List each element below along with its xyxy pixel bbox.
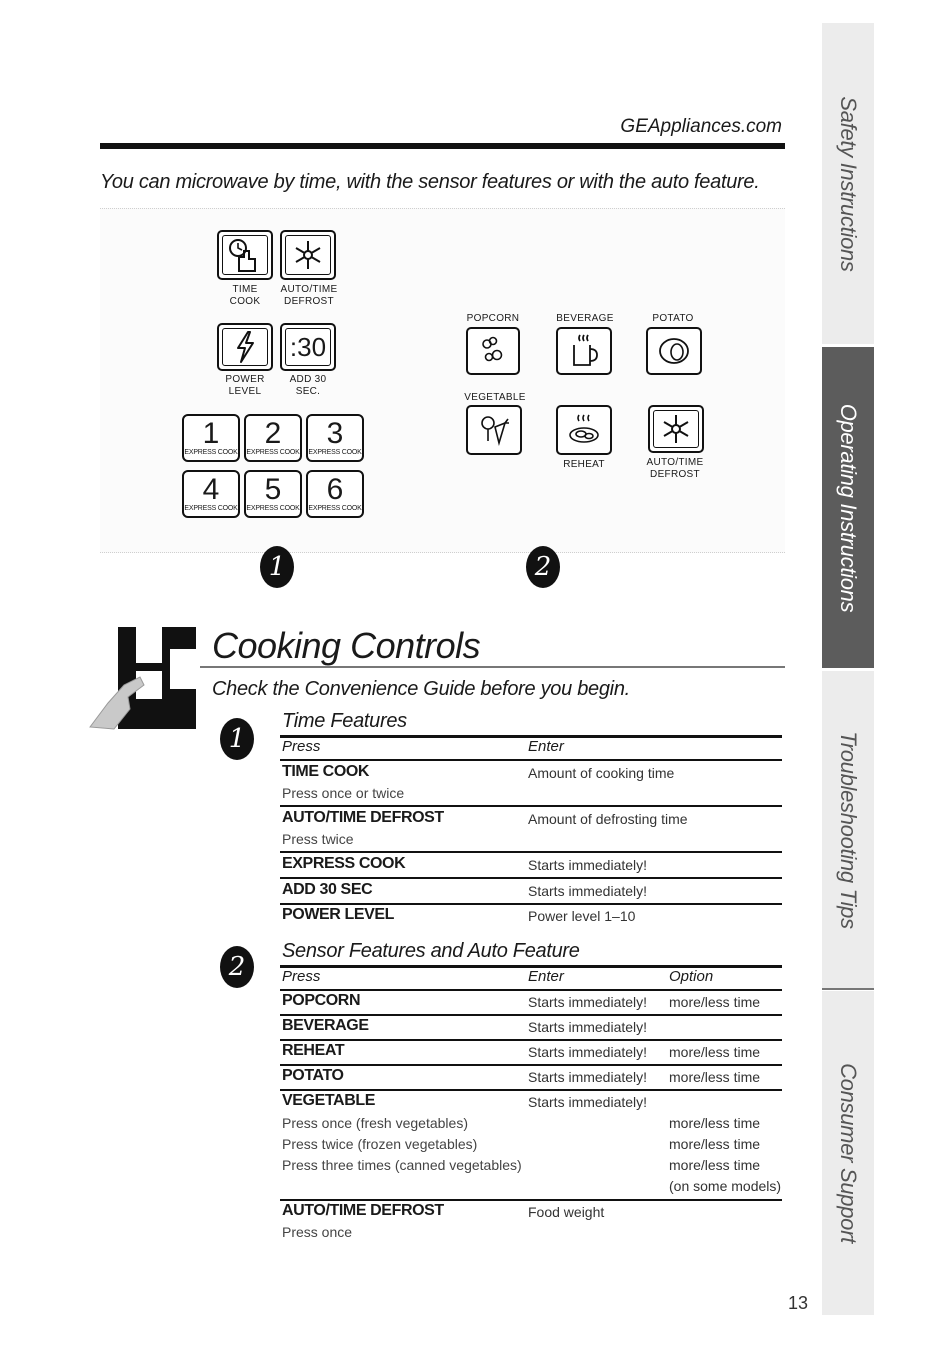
time-row-note: Press once or twice bbox=[282, 785, 405, 801]
potato-key bbox=[646, 327, 702, 375]
sensor-col-enter: Enter bbox=[528, 968, 564, 985]
sensor-row-option: more/less time bbox=[669, 1069, 761, 1085]
section-thumb-icon bbox=[118, 627, 196, 729]
sensor-row-enter: Starts immediately! bbox=[528, 1094, 648, 1110]
time-cook-key bbox=[217, 230, 273, 280]
side-tab-safety[interactable] bbox=[822, 22, 874, 344]
vegetable-icon bbox=[477, 413, 511, 447]
section-subtitle: Check the Convenience Guide before you begin. bbox=[212, 678, 630, 700]
sensor-col-option: Option bbox=[669, 968, 714, 985]
panel-badge-1: 1 bbox=[260, 546, 294, 588]
number-key-2: 2 EXPRESS COOK bbox=[244, 414, 302, 462]
mug-icon bbox=[568, 333, 600, 369]
reheat-key-label: REHEAT bbox=[563, 459, 605, 470]
row-rule bbox=[280, 1014, 782, 1016]
power-level-key-label: POWER LEVEL bbox=[225, 374, 265, 397]
time-cook-key-label: TIME COOK bbox=[229, 284, 261, 307]
row-rule bbox=[280, 877, 782, 879]
number-key-4: 4 EXPRESS COOK bbox=[182, 470, 240, 518]
row-rule bbox=[280, 989, 782, 991]
beverage-key bbox=[556, 327, 612, 375]
power-level-key bbox=[217, 323, 273, 371]
time-row-press: POWER LEVEL bbox=[282, 906, 395, 923]
row-rule bbox=[280, 1039, 782, 1041]
popcorn-key bbox=[466, 327, 520, 375]
row-rule bbox=[280, 1199, 782, 1201]
side-tab-label: Consumer Support bbox=[836, 1063, 861, 1243]
hand-pointer-icon bbox=[84, 667, 154, 737]
potato-key-label: POTATO bbox=[652, 313, 694, 324]
vegetable-note-option: more/less time bbox=[669, 1136, 761, 1152]
time-row-press: ADD 30 SEC bbox=[282, 881, 373, 898]
time-row-press: AUTO/TIME DEFROST bbox=[282, 809, 444, 826]
sensor-row-press: POPCORN bbox=[282, 992, 361, 1009]
vegetable-option-extra: (on some models) bbox=[669, 1178, 782, 1194]
sensor-row-enter: Starts immediately! bbox=[528, 1019, 648, 1035]
header-rule bbox=[100, 143, 785, 149]
panel-badge-2: 2 bbox=[526, 546, 560, 588]
time-features-heading: Time Features bbox=[282, 710, 407, 732]
sensor-auto-defrost-key-label: AUTO/TIME DEFROST bbox=[646, 457, 704, 480]
number-key-5: 5 EXPRESS COOK bbox=[244, 470, 302, 518]
reheat-key bbox=[556, 405, 612, 455]
intro-text: You can microwave by time, with the sensor features or with the auto feature. bbox=[100, 171, 760, 193]
sensor-row-press: REHEAT bbox=[282, 1042, 345, 1059]
time-row-press: TIME COOK bbox=[282, 763, 370, 780]
vegetable-key bbox=[466, 405, 522, 455]
lightning-bolt-icon bbox=[230, 330, 260, 364]
section-title: Cooking Controls bbox=[212, 625, 481, 666]
number-key-1: 1 EXPRESS COOK bbox=[182, 414, 240, 462]
sensor-features-heading: Sensor Features and Auto Feature bbox=[282, 940, 580, 962]
vegetable-note: Press twice (frozen vegetables) bbox=[282, 1136, 478, 1152]
sensor-auto-defrost-key bbox=[648, 405, 704, 453]
side-tab-label: Troubleshooting Tips bbox=[836, 730, 861, 929]
page-number: 13 bbox=[788, 1293, 809, 1313]
sensor-row-enter: Food weight bbox=[528, 1204, 605, 1220]
snowflake-icon bbox=[291, 238, 325, 272]
time-row-enter: Starts immediately! bbox=[528, 883, 648, 899]
sensor-col-press: Press bbox=[282, 968, 321, 985]
side-tab-troubleshooting[interactable] bbox=[822, 670, 874, 988]
sensor-row-option: more/less time bbox=[669, 994, 761, 1010]
time-col-enter: Enter bbox=[528, 738, 564, 755]
add-30-sec-key bbox=[280, 323, 336, 371]
defrost-note: Press once bbox=[282, 1224, 353, 1240]
sensor-row-enter: Starts immediately! bbox=[528, 1069, 648, 1085]
side-tab-label: Safety Instructions bbox=[836, 95, 861, 272]
potato-icon bbox=[656, 335, 692, 367]
auto-time-defrost-key-label: AUTO/TIME DEFROST bbox=[280, 284, 338, 307]
vegetable-key-label: VEGETABLE bbox=[464, 392, 526, 403]
section-title-rule bbox=[200, 666, 785, 668]
time-features-badge: 1 bbox=[220, 718, 254, 760]
sensor-row-option: more/less time bbox=[669, 1044, 761, 1060]
row-rule bbox=[280, 805, 782, 807]
sensor-row-enter: Starts immediately! bbox=[528, 994, 648, 1010]
vegetable-note: Press once (fresh vegetables) bbox=[282, 1115, 468, 1131]
row-rule bbox=[280, 1089, 782, 1091]
number-key-3: 3 EXPRESS COOK bbox=[306, 414, 364, 462]
beverage-key-label: BEVERAGE bbox=[556, 313, 614, 324]
time-row-enter: Power level 1–10 bbox=[528, 908, 636, 924]
sensor-row-press: VEGETABLE bbox=[282, 1092, 376, 1109]
row-rule bbox=[280, 903, 782, 905]
vegetable-note: Press three times (canned vegetables) bbox=[282, 1157, 522, 1173]
popcorn-icon bbox=[477, 335, 509, 367]
row-rule bbox=[280, 1064, 782, 1066]
snowflake-icon bbox=[659, 412, 693, 446]
plate-icon bbox=[567, 413, 601, 447]
side-tab-label: Operating Instructions bbox=[836, 403, 861, 612]
sensor-row-enter: Starts immediately! bbox=[528, 1044, 648, 1060]
clock-hand-icon bbox=[225, 235, 265, 275]
time-row-note: Press twice bbox=[282, 831, 354, 847]
side-tab-operating[interactable] bbox=[822, 346, 874, 668]
site-url: GEAppliances.com bbox=[620, 116, 782, 137]
time-row-enter: Amount of defrosting time bbox=[528, 811, 688, 827]
vegetable-note-option: more/less time bbox=[669, 1157, 761, 1173]
vegetable-note-option: more/less time bbox=[669, 1115, 761, 1131]
row-rule bbox=[280, 851, 782, 853]
sensor-row-press: AUTO/TIME DEFROST bbox=[282, 1202, 444, 1219]
sensor-features-badge: 2 bbox=[220, 946, 254, 988]
time-row-enter: Amount of cooking time bbox=[528, 765, 675, 781]
row-rule bbox=[280, 759, 782, 761]
time-row-enter: Starts immediately! bbox=[528, 857, 648, 873]
add-30-key-text: :30 bbox=[289, 331, 327, 362]
number-key-6: 6 EXPRESS COOK bbox=[306, 470, 364, 518]
time-row-press: EXPRESS COOK bbox=[282, 855, 406, 872]
popcorn-key-label: POPCORN bbox=[466, 313, 520, 324]
sensor-row-press: POTATO bbox=[282, 1067, 344, 1084]
side-tab-consumer-support[interactable] bbox=[822, 990, 874, 1315]
time-col-press: Press bbox=[282, 738, 321, 755]
sensor-row-press: BEVERAGE bbox=[282, 1017, 369, 1034]
auto-time-defrost-key bbox=[280, 230, 336, 280]
add-30-sec-key-label: ADD 30 SEC. bbox=[289, 374, 327, 397]
